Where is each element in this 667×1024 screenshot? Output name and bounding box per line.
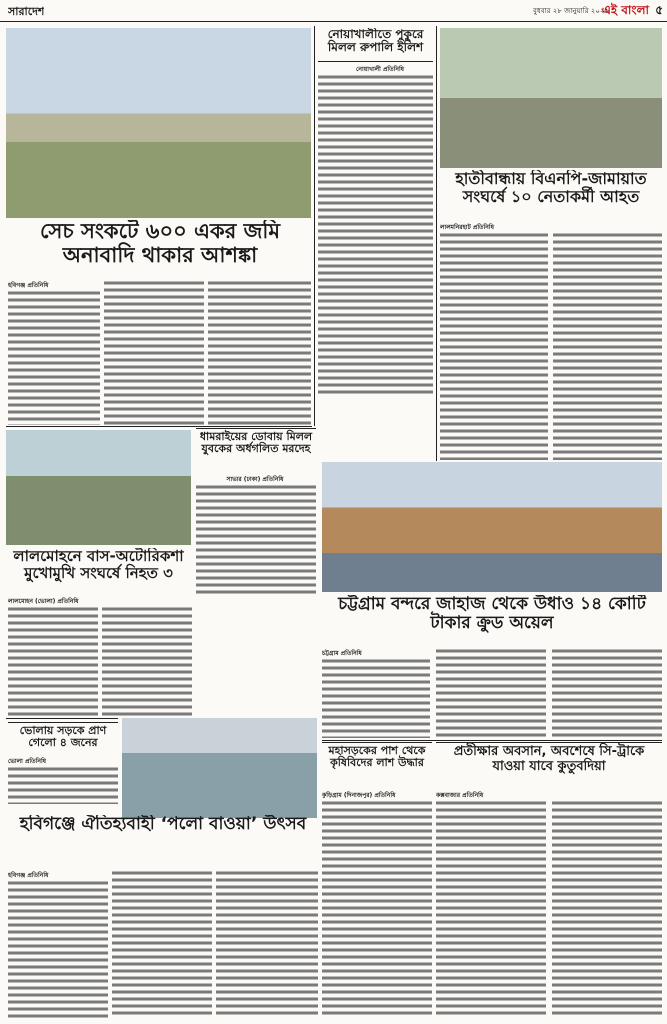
body-dhamrai [196,484,316,594]
headline-lalmohan: লালমোহনে বাস-অটোরিকশা মুখোমুখি সংঘর্ষে নিহত ৩ [13,548,184,582]
row-rule [6,718,118,719]
column-rule [436,26,437,461]
body-habiganj-1 [8,880,108,1018]
festival-photo [122,718,317,818]
issue-date: বুধবার ২৮ জানুয়ারি ২০২৬ [532,7,609,15]
headline-hatibandha: হাতীবান্ধায় বিএনপি-জামায়াত সংঘর্ষে ১০ নেতাকর্মী আহত [455,170,647,206]
headline-kutubdia: প্রতীক্ষার অবসান, অবশেষে সি-ট্রাকে যাওয়া যাবে কুতুবদিয়া [436,742,662,788]
byline-bhola: ভোলা প্রতিনিধি [8,758,47,764]
newspaper-logo: এই বাংলা [601,3,649,17]
section-name: সারাদেশ [8,5,45,18]
headline-dhamrai: ধামরাইয়ের ডোবায় মিলল যুবকের অর্ধগলিত মরদেহ [196,428,316,472]
byline-kutubdia: কক্সবাজার প্রতিনিধি [436,792,484,798]
port-photo [322,462,662,592]
body-kutubdia-1 [436,800,546,1018]
byline-lalmohan: লালমোহন (ভোলা) প্রতিনিধি [8,598,79,604]
byline-noakhali: নোয়াখালী প্রতিনিধি [355,66,405,72]
headline-mahasarak: মহাসড়কের পাশ থেকে কৃষিবিদের লাশ উদ্ধার [322,742,432,788]
body-chattogram-3 [552,648,662,738]
byline-mahasarak: কুড়িগ্রাম (দিনাজপুর) প্রতিনিধি [322,792,396,798]
headline-noakhali: নোয়াখালীতে পুকুরে মিলল রুপালি ইলিশ [318,28,433,62]
body-sech-2 [104,280,204,425]
body-habiganj-2 [112,870,212,1018]
page-number: ৫ [655,3,663,17]
page-header [0,0,667,22]
byline-habiganj: হবিগঞ্জ প্রতিনিধি [8,872,49,878]
body-chattogram-1 [322,658,430,738]
body-bhola [8,766,118,804]
byline-hatibandha: লালমনিরহাট প্রতিনিধি [440,224,494,230]
headline-sech: সেচ সংকটে ৬০০ একর জমি অনাবাদি থাকার আশঙ্কা [39,220,281,267]
body-chattogram-2 [436,648,546,738]
body-habiganj-3 [216,870,318,1018]
body-lalmohan-2 [102,606,192,716]
row-rule [6,426,312,427]
accident-photo [6,430,191,545]
field-photo [6,28,311,218]
headline-chattogram: চট্টগ্রাম বন্দরে জাহাজ থেকে উধাও ১৪ কোটি টাকার ক্রুড অয়েল [338,595,646,634]
body-noakhali [318,74,433,394]
headline-bhola: ভোলায় সড়কে প্রাণ গেলো ৪ জনের [8,722,118,754]
body-mahasarak-1 [322,800,432,1018]
body-sech-3 [208,280,311,425]
body-lalmohan-1 [8,606,98,716]
byline-dhamrai: সাভার (ঢাকা) প্রতিনিধি [226,476,284,482]
byline-sech: হবিগঞ্জ প্রতিনিধি [8,282,49,288]
body-hatibandha-1 [440,232,548,460]
body-kutubdia-2 [552,800,662,1018]
clash-photo [440,28,662,168]
headline-habiganj: হবিগঞ্জে ঐতিহ্যবাহী ‘পলো বাওয়া’ উৎসব [19,815,307,834]
body-sech-1 [8,290,100,425]
row-rule [322,740,662,741]
column-rule [314,26,315,426]
byline-chattogram: চট্টগ্রাম প্রতিনিধি [322,650,362,656]
body-hatibandha-2 [553,232,662,460]
